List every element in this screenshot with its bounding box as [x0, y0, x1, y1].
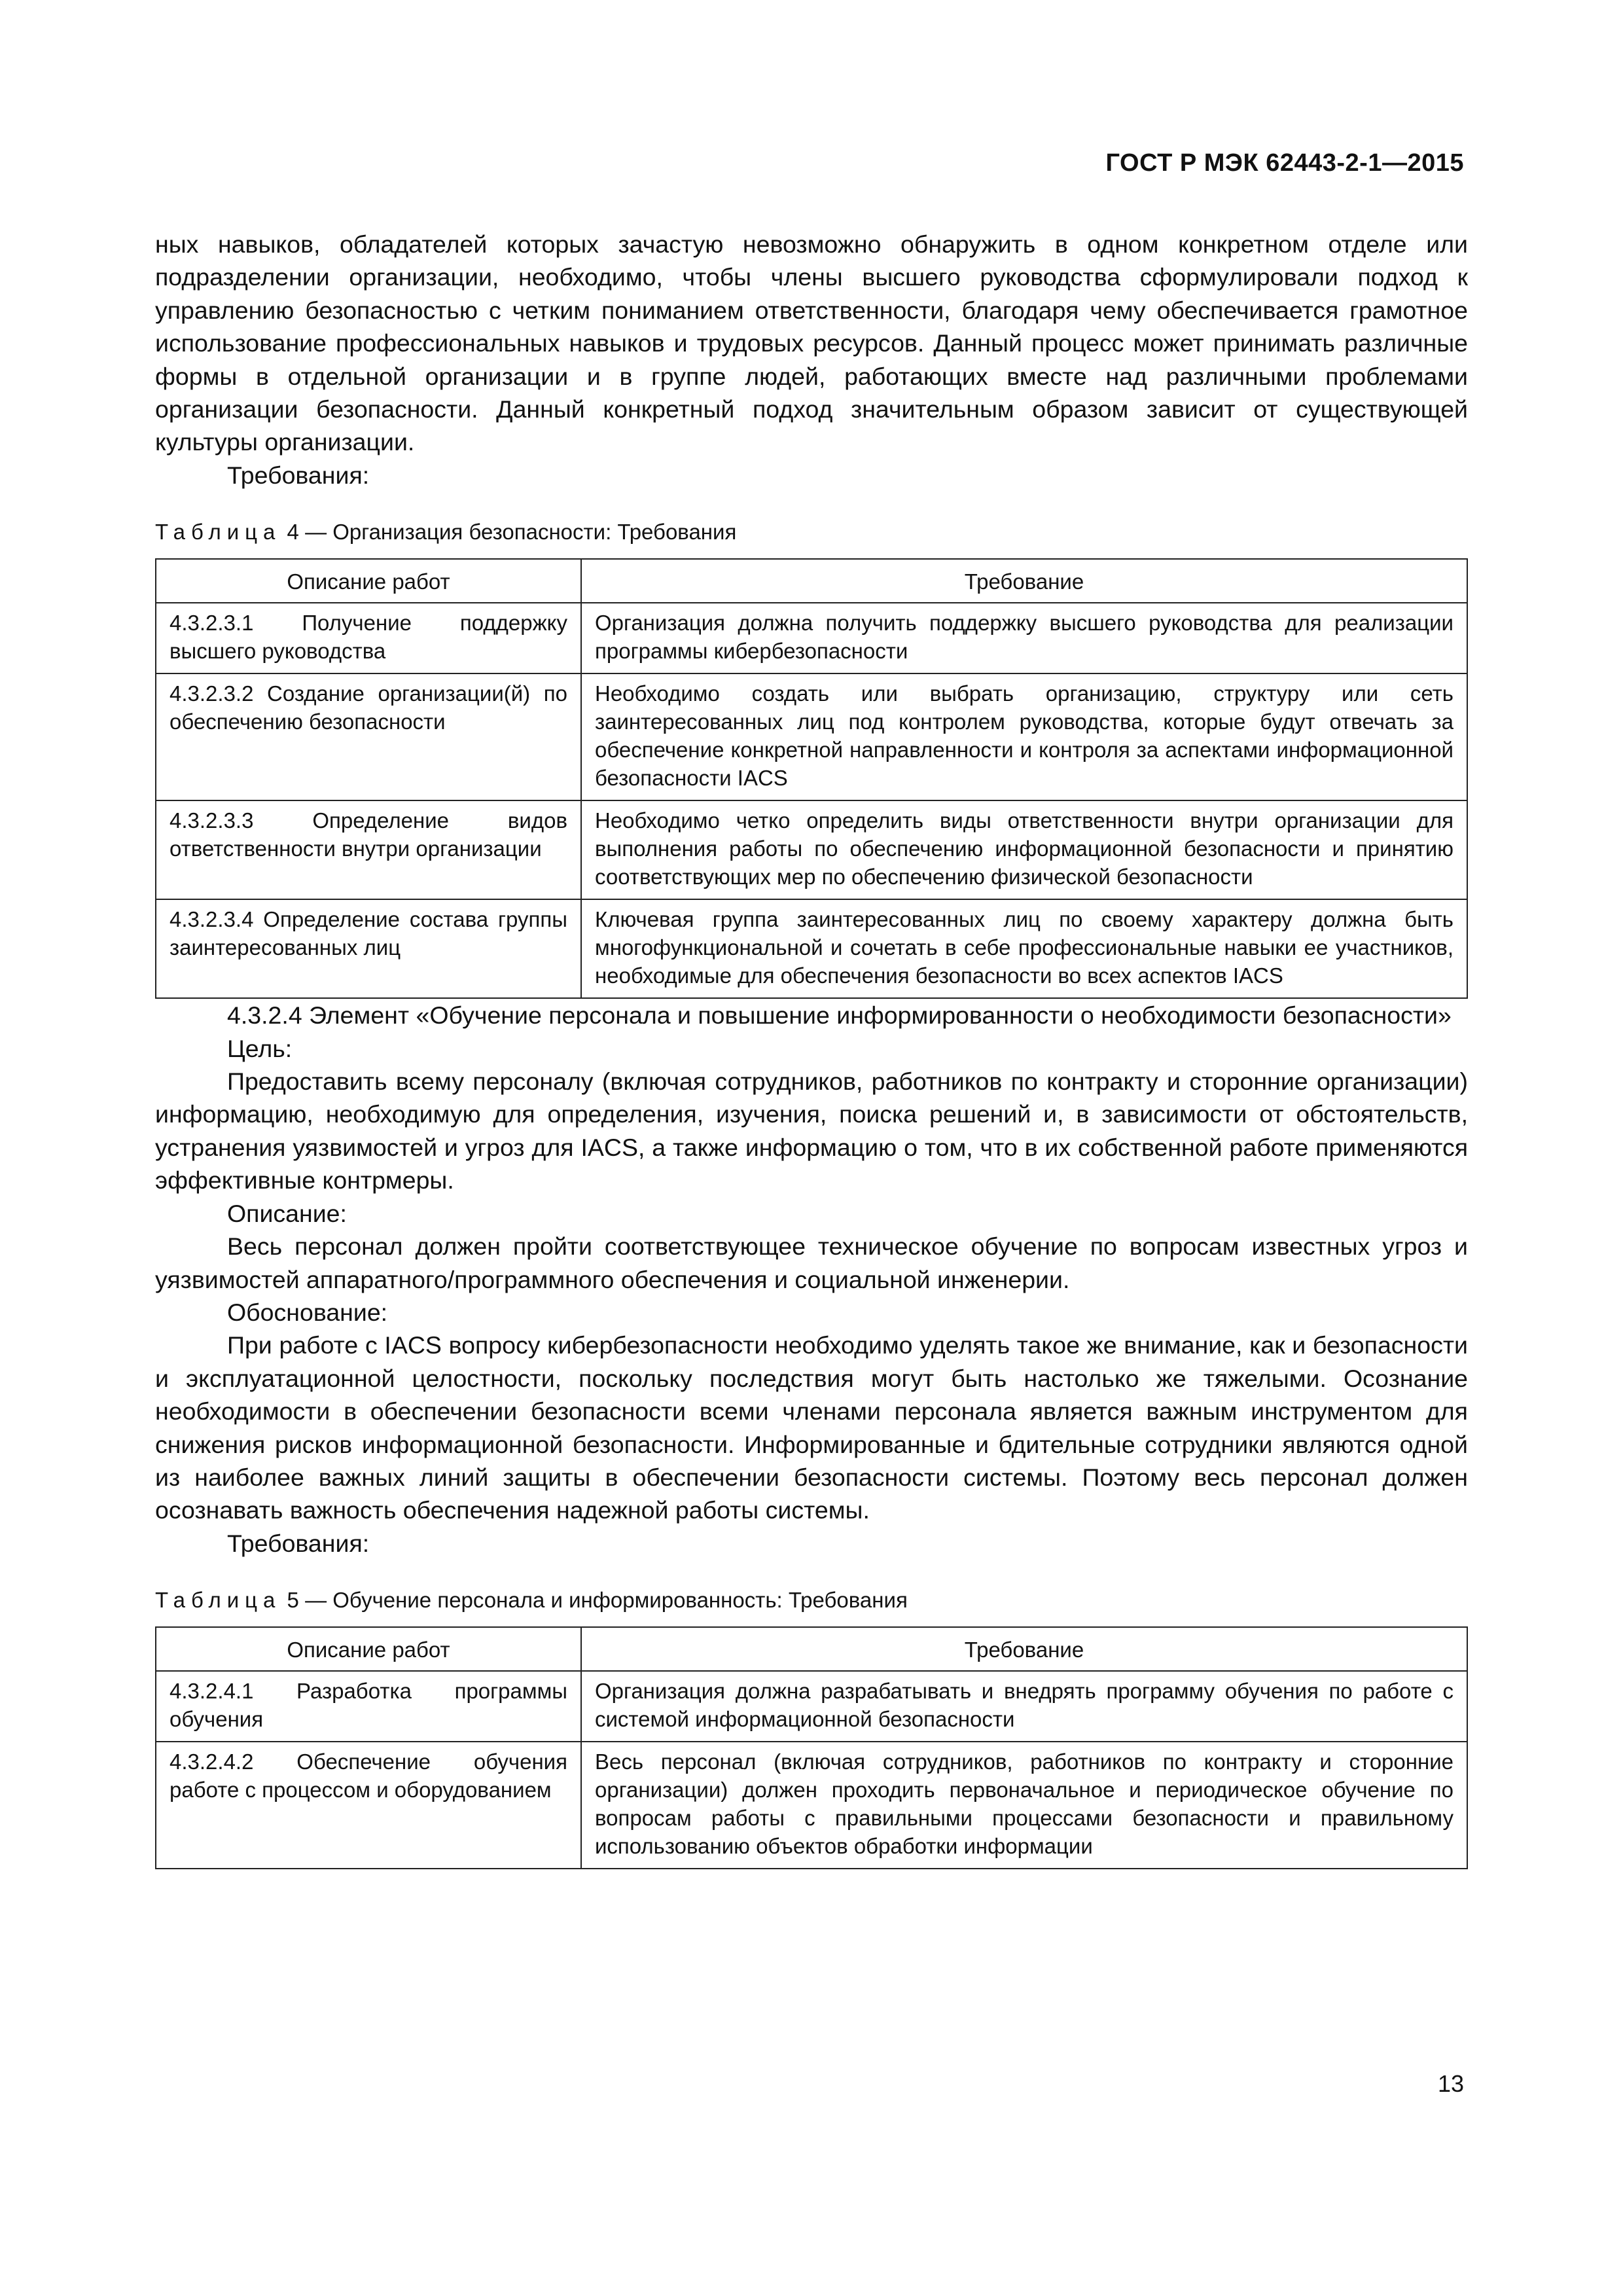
column-header-description: Описание работ: [156, 559, 581, 603]
table-cell-requirement: Ключевая группа заинтересованных лиц по своему характеру должна быть многофункциональной и сочетать в себе профессиональные навыки ее участников, необходимые для обеспечения безопасности во всех аспектов IACS: [581, 899, 1467, 998]
rationale-label: Обоснование:: [227, 1298, 388, 1326]
requirements-label: Требования:: [227, 461, 370, 489]
table-cell-description: 4.3.2.4.1 Разработка программы обучения: [156, 1671, 581, 1742]
table-row: [156, 603, 1467, 673]
table5: [155, 1626, 1468, 1869]
table-row: [156, 899, 1467, 998]
table-cell-requirement: Организация должна разрабатывать и внедрять программу обучения по работе с системой информационной безопасности: [581, 1671, 1467, 1742]
column-header-requirement: Требование: [581, 1627, 1467, 1671]
document-code-header: ГОСТ Р МЭК 62443-2-1—2015: [1105, 149, 1464, 177]
table-cell-description: 4.3.2.4.2 Обеспечение обучения работе с процессом и оборудованием: [156, 1742, 581, 1869]
table-cell-description: 4.3.2.3.1 Получение поддержку высшего руководства: [156, 603, 581, 673]
table-header-row: [156, 559, 1467, 603]
description-text: Весь персонал должен пройти соответствующее техническое обучение по вопросам известных угроз и уязвимостей аппаратного/программного обеспечения и социальной инженерии.: [155, 1232, 1468, 1293]
table-row: [156, 1742, 1467, 1869]
table-cell-requirement: Весь персонал (включая сотрудников, работников по контракту и сторонние организации) должен проходить первоначальное и периодическое обучение по вопросам работы с правильными процессами безопасности и правильному использованию объектов обработки информации: [581, 1742, 1467, 1869]
table4: [155, 558, 1468, 999]
table-cell-requirement: Необходимо создать или выбрать организацию, структуру или сеть заинтересованных лиц под контролем руководства, которые будут отвечать за обеспечение конкретной направленности и контроля за аспектами информационной безопасности IACS: [581, 673, 1467, 800]
table5-caption: [155, 1587, 1468, 1613]
table-header-row: [156, 1627, 1467, 1671]
goal-label: Цель:: [227, 1034, 293, 1062]
page-number: 13: [1437, 2070, 1464, 2097]
column-header-requirement: Требование: [581, 559, 1467, 603]
description-label: Описание:: [227, 1199, 347, 1227]
table4-caption-title: 4 — Организация безопасности: Требования: [281, 520, 737, 545]
table-cell-description: 4.3.2.3.4 Определение состава группы заинтересованных лиц: [156, 899, 581, 998]
section-heading: 4.3.2.4 Элемент «Обучение персонала и повышение информированности о необходимости безопасности»: [227, 1001, 1452, 1030]
requirements-label: Требования:: [227, 1529, 370, 1557]
table5-caption-title: 5 — Обучение персонала и информированность: Требования: [281, 1588, 908, 1613]
table4-caption: [155, 519, 1468, 545]
table5-caption-prefix: Таблица: [155, 1588, 281, 1613]
table-cell-description: 4.3.2.3.3 Определение видов ответственности внутри организации: [156, 800, 581, 899]
table-cell-requirement: Организация должна получить поддержку высшего руководства для реализации программы кибербезопасности: [581, 603, 1467, 673]
column-header-description: Описание работ: [156, 1627, 581, 1671]
table-row: [156, 800, 1467, 899]
table-cell-requirement: Необходимо четко определить виды ответственности внутри организации для выполнения работы по обеспечению информационной безопасности и принятию соответствующих мер по обеспечению физической безопасности: [581, 800, 1467, 899]
page-content: [155, 228, 1468, 1869]
table-cell-description: 4.3.2.3.2 Создание организации(й) по обеспечению безопасности: [156, 673, 581, 800]
goal-text: Предоставить всему персоналу (включая сотрудников, работников по контракту и сторонние организации) информацию, необходимую для определения, изучения, поиска решений и, в зависимости от обстоятельств, устранения уязвимостей и угроз для IACS, а также информацию о том, что в их собственной работе применяются эффективные контрмеры.: [155, 1067, 1468, 1194]
rationale-text: При работе с IACS вопросу кибербезопасности необходимо уделять такое же внимание, как и безопасности и эксплуатационной целостности, поскольку последствия могут быть настолько же тяжелыми. Осознание необходимости в обеспечении безопасности всеми членами персонала является важным инструментом для снижения рисков информационной безопасности. Информированные и бдительные сотрудники являются одной из наиболее важных линий защиты в обеспечении безопасности системы. Поэтому весь персонал должен осознавать важность обеспечения надежной работы системы.: [155, 1331, 1468, 1524]
intro-paragraph: ных навыков, обладателей которых зачастую невозможно обнаружить в одном конкретном отделе или подразделении организации, необходимо, чтобы члены высшего руководства сформулировали подход к управлению безопасностью с четким пониманием ответственности, благодаря чему обеспечивается грамотное использование профессиональных навыков и трудовых ресурсов. Данный процесс может принимать различные формы в отдельной организации и в группе людей, работающих вместе над различными проблемами организации безопасности. Данный конкретный подход значительным образом зависит от существующей культуры организации.: [155, 230, 1468, 456]
table-row: [156, 673, 1467, 800]
table-row: [156, 1671, 1467, 1742]
table4-caption-prefix: Таблица: [155, 520, 281, 545]
